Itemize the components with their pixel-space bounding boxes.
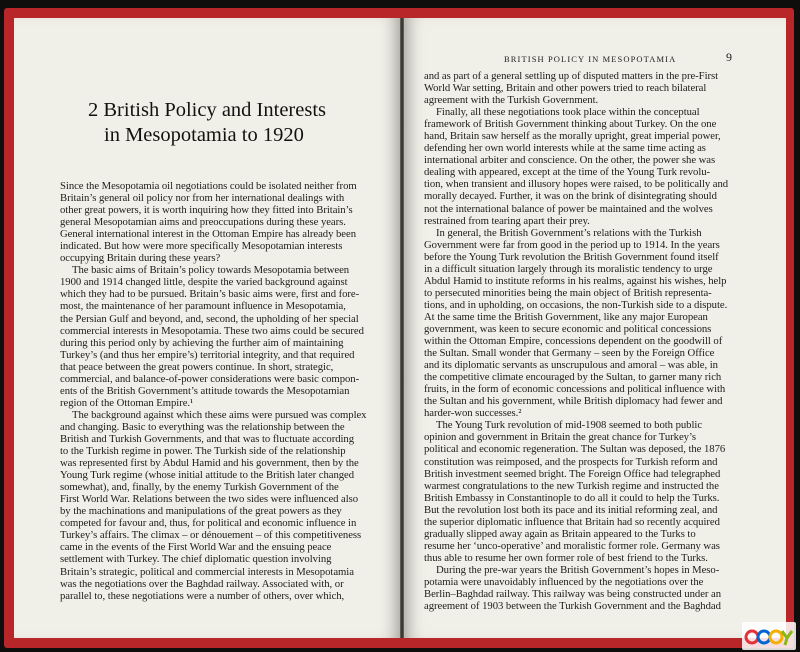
text-line: and its diplomatic servants as unscrupulous and amoral – was able, in: [424, 359, 718, 372]
text-line: First World War. Relations between the two sides were influenced also: [60, 493, 359, 506]
text-line: which they had to be pursued. Britain’s basic aims were, first and fore-: [60, 288, 360, 301]
text-line: fruits, in the form of economic concessions and political influence with: [424, 383, 726, 396]
text-line: by the machinations and manipulations of the great powers as they: [60, 505, 342, 518]
text-line: settlement with Turkey. The chief diplomatic question involving: [60, 553, 332, 566]
text-line: tions, and in upholding, on occasions, the non-Turkish side to a dispute.: [424, 298, 728, 311]
text-line: tion, when transient and illusory hopes were raised, to be politically and: [424, 178, 729, 191]
text-line: and changing. Basic to everything was the relationship between the: [60, 420, 345, 433]
right-page-body-text: [424, 70, 774, 612]
text-line: political and economic regeneration. The Sultan was deposed, the 1876: [424, 443, 726, 456]
text-line: most, the maintenance of her paramount influence in Mesopotamia,: [60, 300, 346, 313]
text-line: Abdul Hamid to institute reforms in his realms, against his wishes, help: [424, 274, 727, 287]
text-line: within the Ottoman Empire, concessions dependent on the goodwill of: [424, 335, 723, 348]
text-line: was represented first by Abdul Hamid and his government, then by the: [60, 457, 359, 470]
text-line: somewhat), and, finally, by the enemy Turkish Government of the: [60, 481, 339, 494]
text-line: Finally, all these negotiations took place within the conceptual: [436, 106, 700, 119]
left-page: [14, 18, 400, 638]
text-line: potamia were unavoidably influenced by the negotiations over the: [424, 575, 704, 588]
text-line: Young Turk regime (whose initial attitude to the British later changed: [60, 469, 355, 482]
text-line: commercial interests in Mesopotamia. These two aims could be secured: [60, 324, 364, 337]
text-line: the Persian Gulf and beyond, and, second, the upholding of her special: [60, 312, 359, 325]
text-line: agreement of 1903 between the Turkish Government and the Baghdad: [424, 600, 721, 613]
text-line: not the international balance of power be maintained and the wolves: [424, 202, 713, 215]
text-line: to the Turkish regime in power. The Turkish side of the relationship: [60, 445, 346, 458]
book: [4, 8, 794, 648]
text-line: dealing with appeared, except at the time of the Young Turk revolu-: [424, 166, 711, 179]
text-line: 1900 and 1914 changed little, despite the varied background against: [60, 276, 348, 289]
text-line: The background against which these aims were pursued was complex: [72, 408, 367, 421]
text-line: the Sultan and his government, while British diplomacy had fewer and: [424, 395, 723, 408]
text-line: British and Turkish Governments, and that was to fluctuate according: [60, 432, 355, 445]
text-line: constitution was reimposed, and the prospects for Turkish reform and: [424, 455, 718, 468]
text-line: came in the events of the First World War and the ensuing peace: [60, 541, 332, 554]
text-line: the superior diplomatic influence that Britain had so recently acquired: [424, 515, 720, 528]
text-line: Turkey’s affairs. The climax – or dénouement – of this competitiveness: [60, 529, 362, 542]
text-line: The Young Turk revolution of mid-1908 seemed to both public: [436, 419, 703, 432]
text-line: and as part of a general settling up of disputed matters in the pre-First: [424, 70, 719, 82]
text-line: resume her ‘unco-operative’ and moralistic former role. Germany was: [424, 539, 720, 552]
text-line: thus able to resume her own former role of best friend to the Turks.: [424, 551, 708, 564]
text-line: general Mesopotamian aims and preoccupations during these years.: [60, 216, 346, 229]
text-line: parallel to, these negotiations were a number of others, over which,: [60, 589, 345, 602]
text-line: hand, Britain saw herself as the morally upright, great imperial power,: [424, 130, 721, 143]
running-head: BRITISH POLICY IN MESOPOTAMIA: [504, 54, 677, 64]
ebay-logo-icon: [742, 622, 796, 650]
chapter-title: [88, 98, 388, 148]
text-line: British investment seemed bright. The Foreign Office had telegraphed: [424, 467, 721, 480]
text-line: government, was keen to secure economic and political concessions: [424, 322, 712, 335]
text-line: competed for favour and, thus, for political and economic influence in: [60, 517, 357, 530]
text-line: Berlin–Baghdad railway. This railway was being constructed under an: [424, 588, 722, 601]
text-line: framework of British Government thinking about Turkey. On the one: [424, 118, 717, 131]
text-line: restrained from tearing apart their prey.: [424, 214, 590, 227]
text-line: World War setting, Britain and other powers tried to reach bilateral: [424, 82, 707, 95]
text-line: morally decayed. Further, it was on the brink of disintegrating should: [424, 190, 717, 203]
text-line: to persecuted minorities being the main object of British representa-: [424, 286, 712, 299]
text-line: other great powers, it is worth inquiring how they fitted into Britain’s: [60, 204, 353, 217]
text-line: was the negotiations over the Baghdad railway. Associated with, or: [60, 577, 344, 590]
text-line: region of the Ottoman Empire.¹: [60, 396, 194, 409]
text-line: in a difficult situation largely through its moralistic tendency to urge: [424, 262, 713, 275]
chapter-title-line-1: 2 British Policy and Interests: [88, 99, 327, 121]
text-line: before the Young Turk revolution the British Government found itself: [424, 250, 719, 263]
text-line: during this period only by achieving the further aim of maintaining: [60, 336, 344, 349]
text-line: warmest congratulations to the new Turkish regime and instructed the: [424, 479, 719, 492]
text-line: international arbiter and conscience. On the other, the power she was: [424, 154, 716, 167]
text-line: commercial, and balance-of-power considerations were basic compon-: [60, 372, 360, 385]
text-line: But the revolution lost both its pace and its initial reforming zeal, and: [424, 503, 718, 516]
text-line: Turkey’s (and thus her empire’s) territorial integrity, and that required: [60, 348, 355, 361]
text-line: indicated. But how were more specifically Mesopotamian interests: [60, 240, 343, 253]
text-line: During the pre-war years the British Government’s hopes in Meso-: [436, 563, 720, 576]
text-line: opinion and government in Britain the great chance for Turkey’s: [424, 431, 696, 444]
text-line: Britain’s strategic, political and commercial interests in Mesopotamia: [60, 565, 354, 578]
text-line: occupying Britain during these years?: [60, 252, 221, 265]
text-line: Britain’s general oil policy nor from her international dealings with: [60, 192, 345, 205]
text-line: At the same time the British Government, like any major European: [424, 310, 708, 323]
page-number: 9: [726, 50, 732, 64]
text-line: The basic aims of Britain’s policy towards Mesopotamia between: [72, 264, 350, 277]
chapter-title-line-2: in Mesopotamia to 1920: [104, 124, 304, 146]
text-line: harder-won successes.²: [424, 407, 522, 420]
text-line: the Sultan. Small wonder that Germany – seen by the Foreign Office: [424, 347, 715, 360]
right-page: [404, 18, 786, 638]
text-line: ents of the British Government’s attitude towards the Mesopotamian: [60, 384, 350, 397]
text-line: British Embassy in Constantinople to do all it could to help the Turks.: [424, 491, 720, 504]
text-line: that peace between the great powers continue. In short, strategic,: [60, 360, 334, 373]
left-page-body-text: [60, 180, 396, 602]
text-line: agreement with the Turkish Government.: [424, 94, 599, 107]
text-line: gradually slipped away again as Britain appeared to the Turks to: [424, 527, 696, 540]
text-line: General international interest in the Ottoman Empire has already been: [60, 228, 356, 241]
text-line: In general, the British Government’s relations with the Turkish: [436, 226, 702, 239]
text-line: the competitive climate encouraged by the Sultan, to garner many rich: [424, 371, 722, 384]
text-line: defending her own world interests while at the same time acting as: [424, 142, 706, 155]
text-line: Government were far from good in the period up to 1914. In the years: [424, 238, 720, 251]
text-line: Since the Mesopotamia oil negotiations could be isolated neither from: [60, 180, 357, 192]
